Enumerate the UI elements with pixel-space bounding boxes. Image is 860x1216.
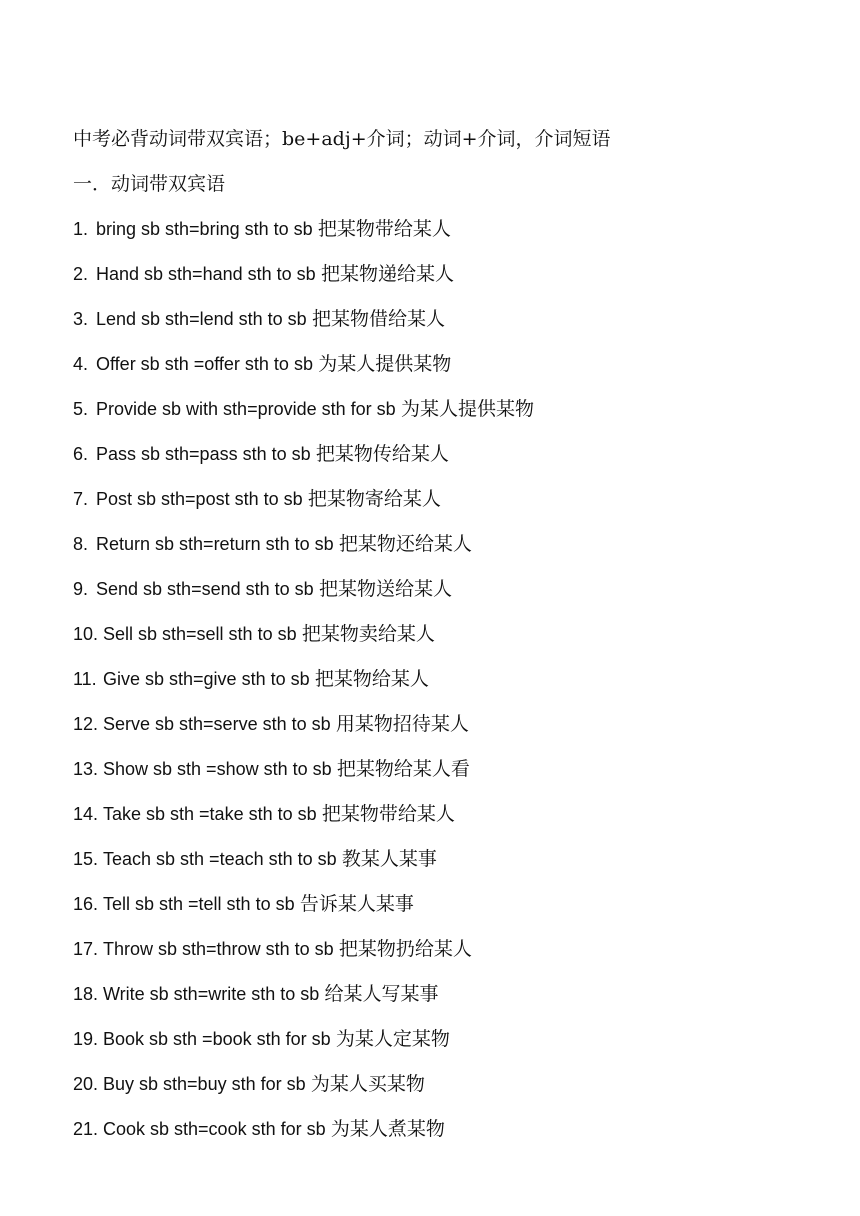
item-chinese: 用某物招待某人 [335,713,469,735]
item-number: 4. [73,354,89,374]
item-number: 3. [73,309,89,329]
section-heading: 一．动词带双宾语 [73,173,226,195]
item-english: Buy sb sth=buy sth for sb [103,1074,306,1094]
document-title: 中考必背动词带双宾语；be+adj+介词；动词+介词，介词短语 [73,128,611,150]
item-chinese: 把某物送给某人 [318,578,452,600]
item-chinese: 把某物传给某人 [315,443,449,465]
list-item [73,750,820,795]
item-chinese: 为某人提供某物 [318,353,452,375]
item-number: 20. [73,1074,99,1094]
item-number: 10. [73,624,99,644]
item-chinese: 把某物借给某人 [311,308,445,330]
item-english: Cook sb sth=cook sth for sb [103,1119,326,1139]
item-english: Serve sb sth=serve sth to sb [103,714,331,734]
item-number: 7. [73,489,89,509]
list-item [73,660,820,705]
item-chinese: 把某物寄给某人 [307,488,441,510]
item-english: Lend sb sth=lend sth to sb [96,309,307,329]
list-item [73,525,820,570]
item-english: bring sb sth=bring sth to sb [96,219,313,239]
list-item [73,210,820,255]
item-number: 8. [73,534,89,554]
item-english: Show sb sth =show sth to sb [103,759,332,779]
item-chinese: 告诉某人某事 [299,893,414,915]
list-item [73,435,820,480]
item-chinese: 把某物给某人看 [336,758,470,780]
item-number: 19. [73,1029,99,1049]
list-item [73,345,820,390]
item-chinese: 给某人写某事 [324,983,439,1005]
item-number: 18. [73,984,99,1004]
item-chinese: 为某人煮某物 [330,1118,445,1140]
item-chinese: 把某物还给某人 [338,533,472,555]
list-item [73,1065,820,1110]
item-number: 13. [73,759,99,779]
item-number: 2. [73,264,89,284]
item-number: 9. [73,579,89,599]
item-english: Sell sb sth=sell sth to sb [103,624,297,644]
item-number: 1. [73,219,89,239]
item-english: Send sb sth=send sth to sb [96,579,314,599]
list-item [73,795,820,840]
item-chinese: 为某人买某物 [310,1073,425,1095]
item-number: 11. [73,669,97,689]
item-chinese: 把某物给某人 [314,668,429,690]
list-item [73,930,820,975]
item-chinese: 教某人某事 [341,848,437,870]
item-english: Tell sb sth =tell sth to sb [103,894,295,914]
list-item [73,840,820,885]
item-chinese: 为某人提供某物 [400,398,534,420]
list-item [73,255,820,300]
item-english: Post sb sth=post sth to sb [96,489,303,509]
item-number: 5. [73,399,89,419]
item-english: Offer sb sth =offer sth to sb [96,354,313,374]
item-english: Teach sb sth =teach sth to sb [103,849,337,869]
item-chinese: 把某物带给某人 [317,218,451,240]
item-chinese: 为某人定某物 [335,1028,450,1050]
item-english: Give sb sth=give sth to sb [103,669,310,689]
list-item [73,1110,820,1155]
item-number: 16. [73,894,99,914]
list-item [73,885,820,930]
item-number: 6. [73,444,89,464]
item-english: Write sb sth=write sth to sb [103,984,320,1004]
item-number: 15. [73,849,99,869]
list-item [73,1020,820,1065]
list-item [73,300,820,345]
item-chinese: 把某物递给某人 [320,263,454,285]
document-content [73,120,820,1155]
item-number: 17. [73,939,99,959]
item-number: 14. [73,804,99,824]
item-english: Provide sb with sth=provide sth for sb [96,399,396,419]
item-chinese: 把某物扔给某人 [338,938,472,960]
item-english: Hand sb sth=hand sth to sb [96,264,316,284]
list-item [73,480,820,525]
item-chinese: 把某物卖给某人 [301,623,435,645]
item-number: 12. [73,714,99,734]
item-chinese: 把某物带给某人 [321,803,455,825]
list-item [73,615,820,660]
item-english: Return sb sth=return sth to sb [96,534,334,554]
list-item [73,570,820,615]
item-english: Book sb sth =book sth for sb [103,1029,331,1049]
item-english: Pass sb sth=pass sth to sb [96,444,311,464]
item-english: Take sb sth =take sth to sb [103,804,317,824]
list-item [73,390,820,435]
item-number: 21. [73,1119,99,1139]
list-item [73,975,820,1020]
item-english: Throw sb sth=throw sth to sb [103,939,334,959]
list-item [73,705,820,750]
